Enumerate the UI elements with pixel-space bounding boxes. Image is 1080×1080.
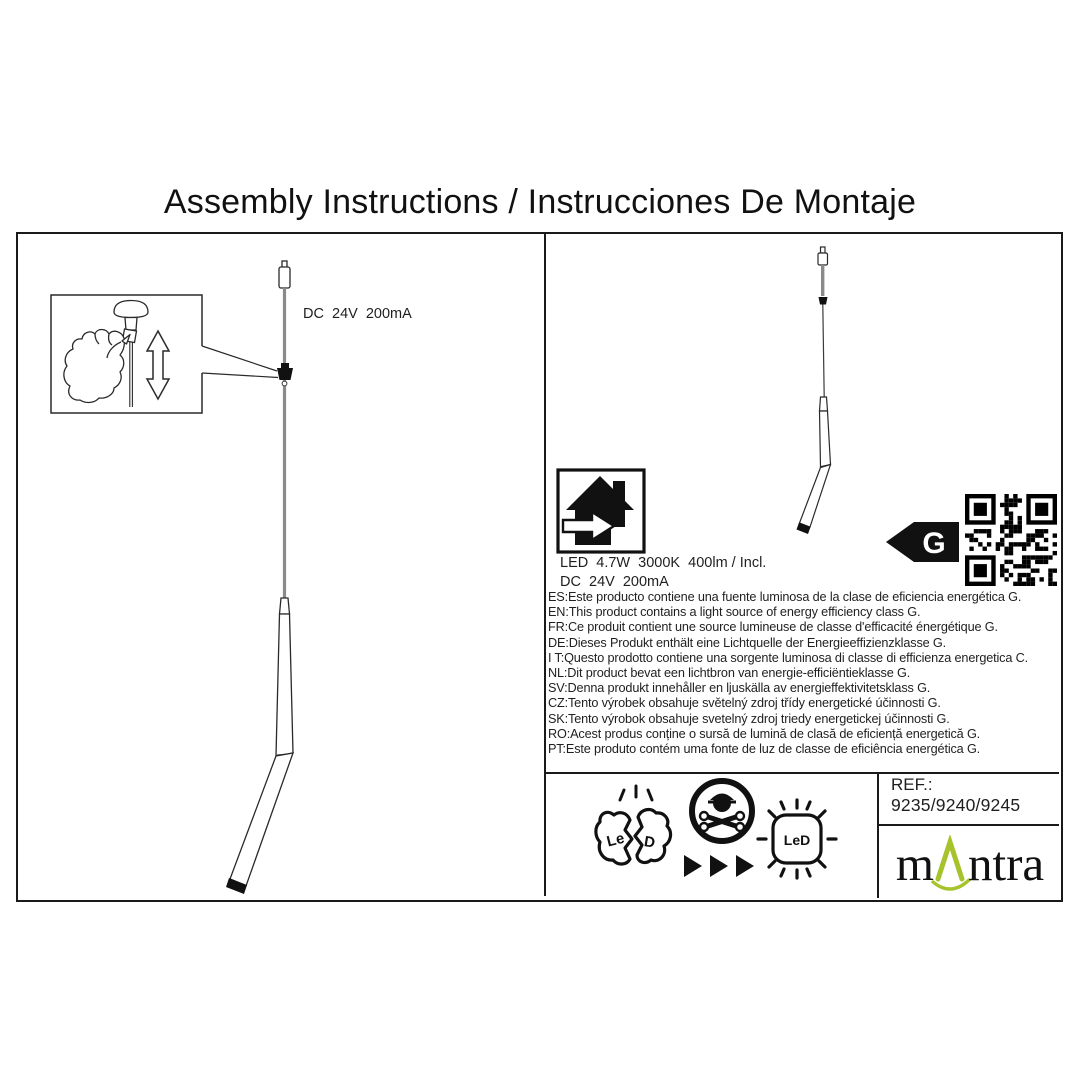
footer-separator [546,772,1059,774]
ref-cell-divider [879,824,1059,826]
brand-suffix: ntra [967,836,1045,891]
footer-vertical-divider [877,772,879,898]
led-badge-label: LeD [783,832,811,848]
energy-statement: SV:Denna produkt innehåller en ljuskälla av energieffektivitetsklass G. [548,681,931,696]
energy-statement: DE:Dieses Produkt enthält eine Lichtquelle der Energieeffizienzklasse G. [548,635,947,650]
qualified-technician-icon [682,775,762,877]
energy-class-arrow-icon [886,521,960,563]
energy-statements-block [548,590,1060,757]
replace-arrows [684,855,754,877]
mantra-logo [880,828,1060,894]
energy-statement: NL:Dit product bevat een lichtbron van energie-efficiëntieklasse G. [548,666,911,681]
ref-numbers: 9235/9240/9245 [891,795,1021,815]
brand-prefix: m [895,836,934,891]
energy-class-letter: G [922,527,946,560]
dc-spec-label: DC 24V 200mA [560,574,669,590]
broken-led-not-replaceable-icon [594,783,676,885]
energy-statement: FR:Ce produit contient une source lumineuse de classe d'efficacité énergétique G. [548,620,998,635]
led-light-source-icon [752,794,842,884]
broken-led-label-right: D [642,833,657,852]
energy-statement: ES:Este producto contiene una fuente luminosa de la clase de eficiencia energética G. [548,590,1022,604]
led-spec-label: LED 4.7W 3000K 400lm / Incl. [560,555,767,571]
mantra-lambda-icon [931,835,971,895]
energy-statement: CZ:Tento výrobek obsahuje světelný zdroj třídy energetické účinnosti G. [548,696,941,711]
qr-code-icon [964,494,1058,586]
energy-statement: RO:Acest produs conține o sursă de lumină de clasă de eficiență energetică G. [548,726,981,741]
indoor-use-house-arrow-icon [556,468,646,554]
energy-statement: I T:Questo prodotto contiene una sorgente luminosa di classe di efficienza energetica C. [548,650,1029,665]
energy-statement: EN:This product contains a light source of energy efficiency class G. [548,605,921,620]
power-spec-label: DC 24V 200mA [303,306,412,322]
energy-statement: SK:Tento výrobok obsahuje svetelný zdroj triedy energetickej účinnosti G. [548,711,950,726]
panel-divider [544,234,546,896]
broken-led-label-left: Le [605,829,627,851]
energy-statement: PT:Este produto contém uma fonte de luz de classe de eficiência energética G. [548,742,981,757]
ref-label: REF.: [891,775,933,794]
page-title: Assembly Instructions / Instrucciones De Montaje [163,183,917,221]
